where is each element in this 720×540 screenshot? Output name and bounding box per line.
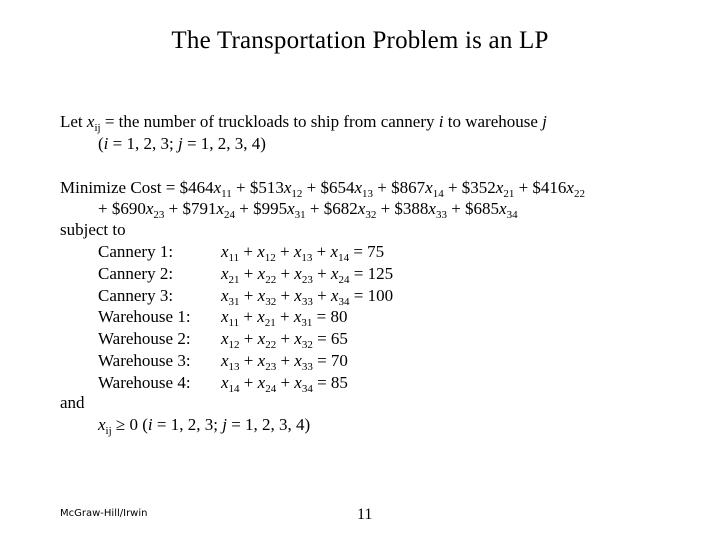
objective-term: $\$352x_{21}$ +: [461, 178, 533, 200]
nonnegativity-constraint: $x_{ij} \ge 0$ (i = 1, 2, 3; j = 1, 2, 3, 4): [98, 415, 311, 437]
constraint-label: Warehouse 2:: [98, 329, 191, 349]
variable-definition: Let $x_{ij}$ = the number of truckloads to ship from cannery i to warehouse j: [60, 112, 547, 134]
page-number: 11: [357, 506, 373, 523]
objective-term: $\$416x_{22}$: [532, 178, 585, 200]
constraint-equation: $x_{11} + x_{12} + x_{13} + x_{14} = 75$: [221, 242, 385, 264]
objective-term: $\$995x_{31}$ +: [253, 199, 324, 221]
objective-term: $\$513x_{12}$ +: [249, 178, 321, 200]
index-range: (i = 1, 2, 3; j = 1, 2, 3, 4): [98, 134, 266, 153]
objective-term: $\$388x_{33}$ +: [394, 199, 466, 221]
objective-term: $\$685x_{34}$: [465, 199, 518, 221]
objective-term: $\$654x_{13}$ +: [320, 178, 392, 200]
constraint-equation: $x_{13} + x_{23} + x_{33} = 70$: [221, 351, 348, 373]
constraint-equation: $x_{14} + x_{24} + x_{34} = 85$: [221, 372, 348, 395]
objective-line-2: + $\$690x_{23}$ + $\$791x_{24}$ + $\$995x_{31}$ + $\$682x_{32}$ + $\$388x_{33}$ + $\$685x_{34}$: [98, 199, 518, 221]
constraint-label: Cannery 1:: [98, 242, 174, 261]
constraint-label: Cannery 2:: [98, 263, 174, 283]
constraint-equation: $x_{31} + x_{32} + x_{33} + x_{34} = 100$: [221, 285, 394, 308]
objective-term: $\$791x_{24}$ +: [182, 199, 254, 221]
constraint-label: Warehouse 1:: [98, 307, 191, 327]
objective-term: $\$690x_{23}$ +: [111, 199, 183, 221]
objective-term: $\$464x_{11}$ +: [179, 178, 250, 200]
constraint-label: Cannery 3:: [98, 285, 174, 305]
objective-term: $\$867x_{14}$ +: [391, 178, 462, 200]
objective-line-1: Minimize Cost = $\$464x_{11}$ + $\$513x_{12}$ + $\$654x_{13}$ + $\$867x_{14}$ + $\$352x_{21}$ + $\$416x_{22}$: [60, 178, 585, 200]
slide-title: The Transportation Problem is an LP: [171, 27, 549, 54]
publisher-footer: McGraw-Hill/Irwin: [60, 508, 148, 519]
constraint-label: Warehouse 3:: [98, 351, 191, 370]
constraint-equation: $x_{12} + x_{22} + x_{32} = 65$: [221, 329, 348, 352]
subject-to-label: subject to: [60, 220, 126, 239]
constraint-equation: $x_{11} + x_{21} + x_{31} = 80$: [221, 307, 348, 330]
objective-term: $\$682x_{32}$ +: [323, 199, 395, 221]
constraint-equation: $x_{21} + x_{22} + x_{23} + x_{24} = 125$: [221, 263, 394, 286]
constraint-label: Warehouse 4:: [98, 372, 191, 392]
and-label: and: [60, 393, 85, 412]
